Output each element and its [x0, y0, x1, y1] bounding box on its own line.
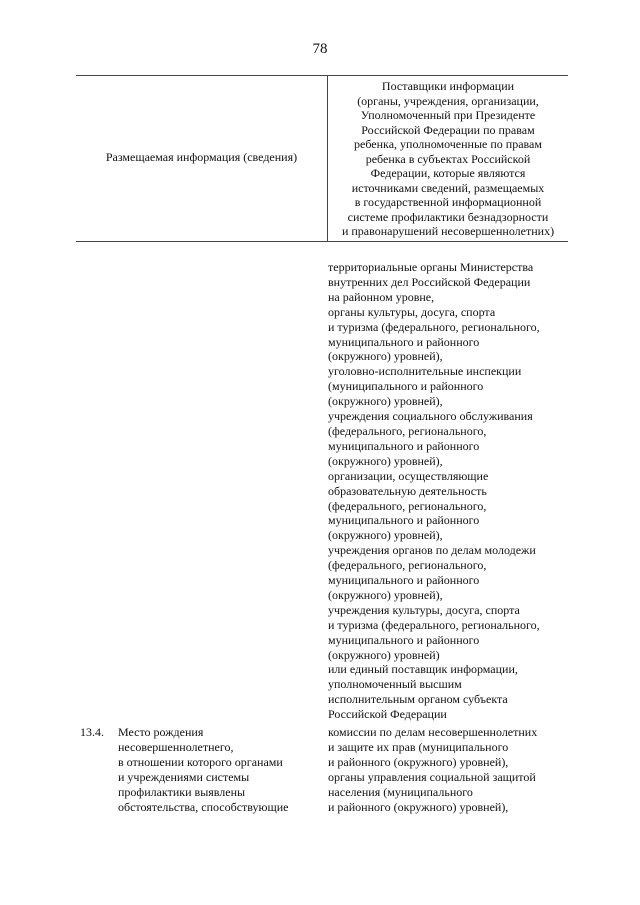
header-providers-line: Российской Федерации по правам	[361, 122, 535, 137]
provider-line: и туризма (федерального, регионального,	[328, 617, 540, 632]
provider-line: муниципального и районного	[328, 573, 480, 588]
provider-line: уголовно-исполнительные инспекции	[328, 364, 522, 379]
header-providers-line: Уполномоченный при Президенте	[360, 108, 536, 122]
row-info-line: и учреждениями системы	[118, 770, 250, 784]
provider-line: (федерального, регионального,	[328, 498, 487, 513]
provider-line: (окружного) уровней),	[328, 349, 443, 364]
provider-line: организации, осуществляющие	[328, 468, 489, 483]
provider-line: территориальные органы Министерства	[328, 260, 534, 274]
page-number: 78	[312, 41, 328, 57]
provider-line: учреждения культуры, досуга, спорта	[328, 602, 520, 617]
provider-line: (муниципального и районного	[328, 379, 484, 394]
provider-line: муниципального и районного	[328, 513, 480, 528]
provider-line: учреждения социального обслуживания	[328, 409, 533, 424]
header-providers-line: источниками сведений, размещаемых	[351, 180, 545, 195]
row-provider-line: и районного (окружного) уровней),	[328, 755, 509, 769]
provider-line: (окружного) уровней),	[328, 587, 443, 602]
row-info-line: в отношении которого органами	[118, 755, 283, 769]
header-providers-line: в государственной информационной	[354, 195, 542, 209]
provider-line: органы культуры, досуга, спорта	[328, 304, 496, 319]
table-header-bottom-rule	[76, 241, 568, 242]
row-provider-line: и защите их прав (муниципального	[328, 740, 509, 754]
row-number: 13.4.	[80, 725, 104, 739]
row-info-line: профилактики выявлены	[118, 785, 246, 799]
header-providers-line: ребенка в субъектах Российской	[365, 151, 531, 166]
provider-line: (окружного) уровней)	[328, 647, 440, 662]
provider-line: (окружного) уровней),	[328, 528, 443, 543]
header-providers-line: Федерации, которые являются	[370, 166, 526, 180]
header-providers-line: системе профилактики безнадзорности	[347, 209, 549, 224]
row-info-line: несовершеннолетнего,	[118, 740, 234, 754]
row-provider-line: органы управления социальной защитой	[328, 770, 536, 784]
header-info-column: Размещаемая информация (сведения)	[105, 150, 298, 164]
provider-line: внутренних дел Российской Федерации	[328, 274, 531, 289]
row-info-cell	[118, 725, 323, 815]
provider-line: учреждения органов по делам молодежи	[328, 543, 536, 558]
provider-line: (федерального, регионального,	[328, 558, 487, 573]
header-providers-line: Поставщики информации	[381, 79, 515, 93]
provider-line: исполнительным органом субъекта	[328, 692, 508, 707]
provider-line: (окружного) уровней),	[328, 453, 443, 468]
row-info-line: Место рождения	[118, 725, 204, 739]
provider-line: (окружного) уровней),	[328, 394, 443, 409]
header-providers-line: (органы, учреждения, организации,	[357, 93, 539, 108]
provider-line: на районном уровне,	[328, 289, 435, 304]
row-provider-line: и районного (окружного) уровней),	[328, 800, 509, 814]
row-provider-line: населения (муниципального	[328, 785, 473, 799]
provider-line: образовательную деятельность	[328, 483, 487, 498]
provider-line: уполномоченный высшим	[328, 677, 462, 692]
provider-line: муниципального и районного	[328, 632, 480, 647]
continued-providers-cell	[328, 260, 568, 722]
row-info-line: обстоятельства, способствующие	[118, 800, 289, 814]
header-providers-column	[328, 79, 568, 239]
provider-line: Российской Федерации	[328, 707, 447, 722]
provider-line: или единый поставщик информации,	[328, 662, 518, 677]
provider-line: муниципального и районного	[328, 438, 480, 453]
row-provider-line: комиссии по делам несовершеннолетних	[328, 725, 538, 739]
provider-line: и туризма (федерального, регионального,	[328, 319, 540, 334]
provider-line: (федерального, регионального,	[328, 423, 487, 438]
header-providers-line: ребенка, уполномоченные по правам	[354, 137, 542, 151]
provider-line: муниципального и районного	[328, 334, 480, 349]
header-providers-line: и правонарушений несовершеннолетних)	[341, 224, 555, 238]
table-top-rule	[76, 75, 568, 76]
row-providers-cell	[328, 725, 568, 815]
